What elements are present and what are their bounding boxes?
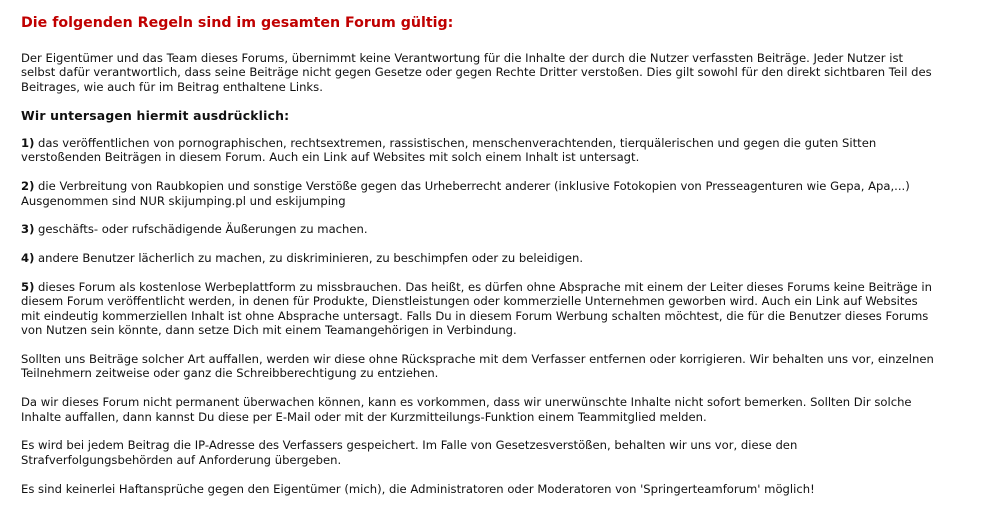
rule-text: andere Benutzer lächerlich zu machen, zu diskriminieren, zu beschimpfen oder zu beleidigen. — [34, 251, 584, 266]
rule-number: 3) — [21, 222, 35, 237]
rule-text: dieses Forum als kostenlose Werbeplattform zu missbrauchen. Das heißt, es dürfen ohne Absprache mit einem der Leiter dieses Forums keine Beiträge in diesem Forum veröffentlicht werden, in denen für Produkte, Dienstleistungen oder kommerzielle Unternehmen geworben wird. Auch ein Link auf Websites mit eindeutig kommerziellen Inhalt ist ohne Absprache untersagt. Falls Du in diesem Forum Werbung schalten möchtest, die für die Benutzer dieses Forums von Nutzen sein könnte, dann setze Dich mit einem Teamangehörigen in Verbindung. — [21, 280, 932, 338]
rule-item-2 — [21, 179, 981, 208]
rule-number: 4) — [21, 251, 35, 266]
rule-number: 5) — [21, 280, 35, 295]
rule-number: 1) — [21, 136, 35, 151]
intro-paragraph: Der Eigentümer und das Team dieses Forums, übernimmt keine Verantwortung für die Inhalte der durch die Nutzer verfassten Beiträge. Jeder Nutzer ist selbst dafür verantwortlich, dass seine Beiträge nicht gegen Gesetze oder gegen Rechte Dritter verstoßen. Dies gilt sowohl für den direkt sichtbaren Teil des Beitrages, wie auch für im Beitrag enthaltene Links. — [21, 51, 932, 94]
page-title: Die folgenden Regeln sind im gesamten Forum gültig: — [21, 15, 454, 31]
forum-rules-content — [21, 14, 981, 510]
rule-number: 2) — [21, 179, 35, 194]
rule-item-5 — [21, 280, 981, 338]
reporting-paragraph: Da wir dieses Forum nicht permanent überwachen können, kann es vorkommen, dass wir unerwünschte Inhalte nicht sofort bemerken. Sollten Dir solche Inhalte auffallen, dann kannst Du diese per E-Mail oder mit der Kurzmitteilungs-Funktion einem Teammitglied melden. — [21, 395, 912, 424]
rule-text: das veröffentlichen von pornographischen, rechtsextremen, rassistischen, menschenverachtenden, tierquälerischen und gegen die guten Sitten verstoßenden Beiträgen in diesem Forum. Auch ein Link auf Websites mit solch einem Inhalt ist untersagt. — [21, 136, 877, 165]
sanctions-paragraph: Sollten uns Beiträge solcher Art auffallen, werden wir diese ohne Rücksprache mit dem Verfasser entfernen oder korrigieren. Wir behalten uns vor, einzelnen Teilnehmern zeitweise oder ganz die Schreibberechtigung zu entziehen. — [21, 352, 934, 381]
liability-paragraph: Es sind keinerlei Haftansprüche gegen den Eigentümer (mich), die Administratoren oder Moderatoren von 'Springerteamforum' möglich! — [21, 481, 815, 496]
rule-text: geschäfts- oder rufschädigende Äußerungen zu machen. — [34, 222, 368, 237]
ip-logging-paragraph: Es wird bei jedem Beitrag die IP-Adresse des Verfassers gespeichert. Im Falle von Gesetzesverstößen, behalten wir uns vor, diese den Strafverfolgungsbehörden auf Anforderung übergeben. — [21, 438, 798, 467]
rule-item-4 — [21, 251, 981, 265]
rule-item-3 — [21, 222, 981, 236]
rule-item-1 — [21, 136, 981, 165]
rule-text: die Verbreitung von Raubkopien und sonstige Verstöße gegen das Urheberrecht anderer (inklusive Fotokopien von Presseagenturen wie Gepa, Apa,...) Ausgenommen sind NUR skijumping.pl und eskijumping — [21, 179, 910, 208]
rules-subtitle: Wir untersagen hiermit ausdrücklich: — [21, 107, 290, 123]
